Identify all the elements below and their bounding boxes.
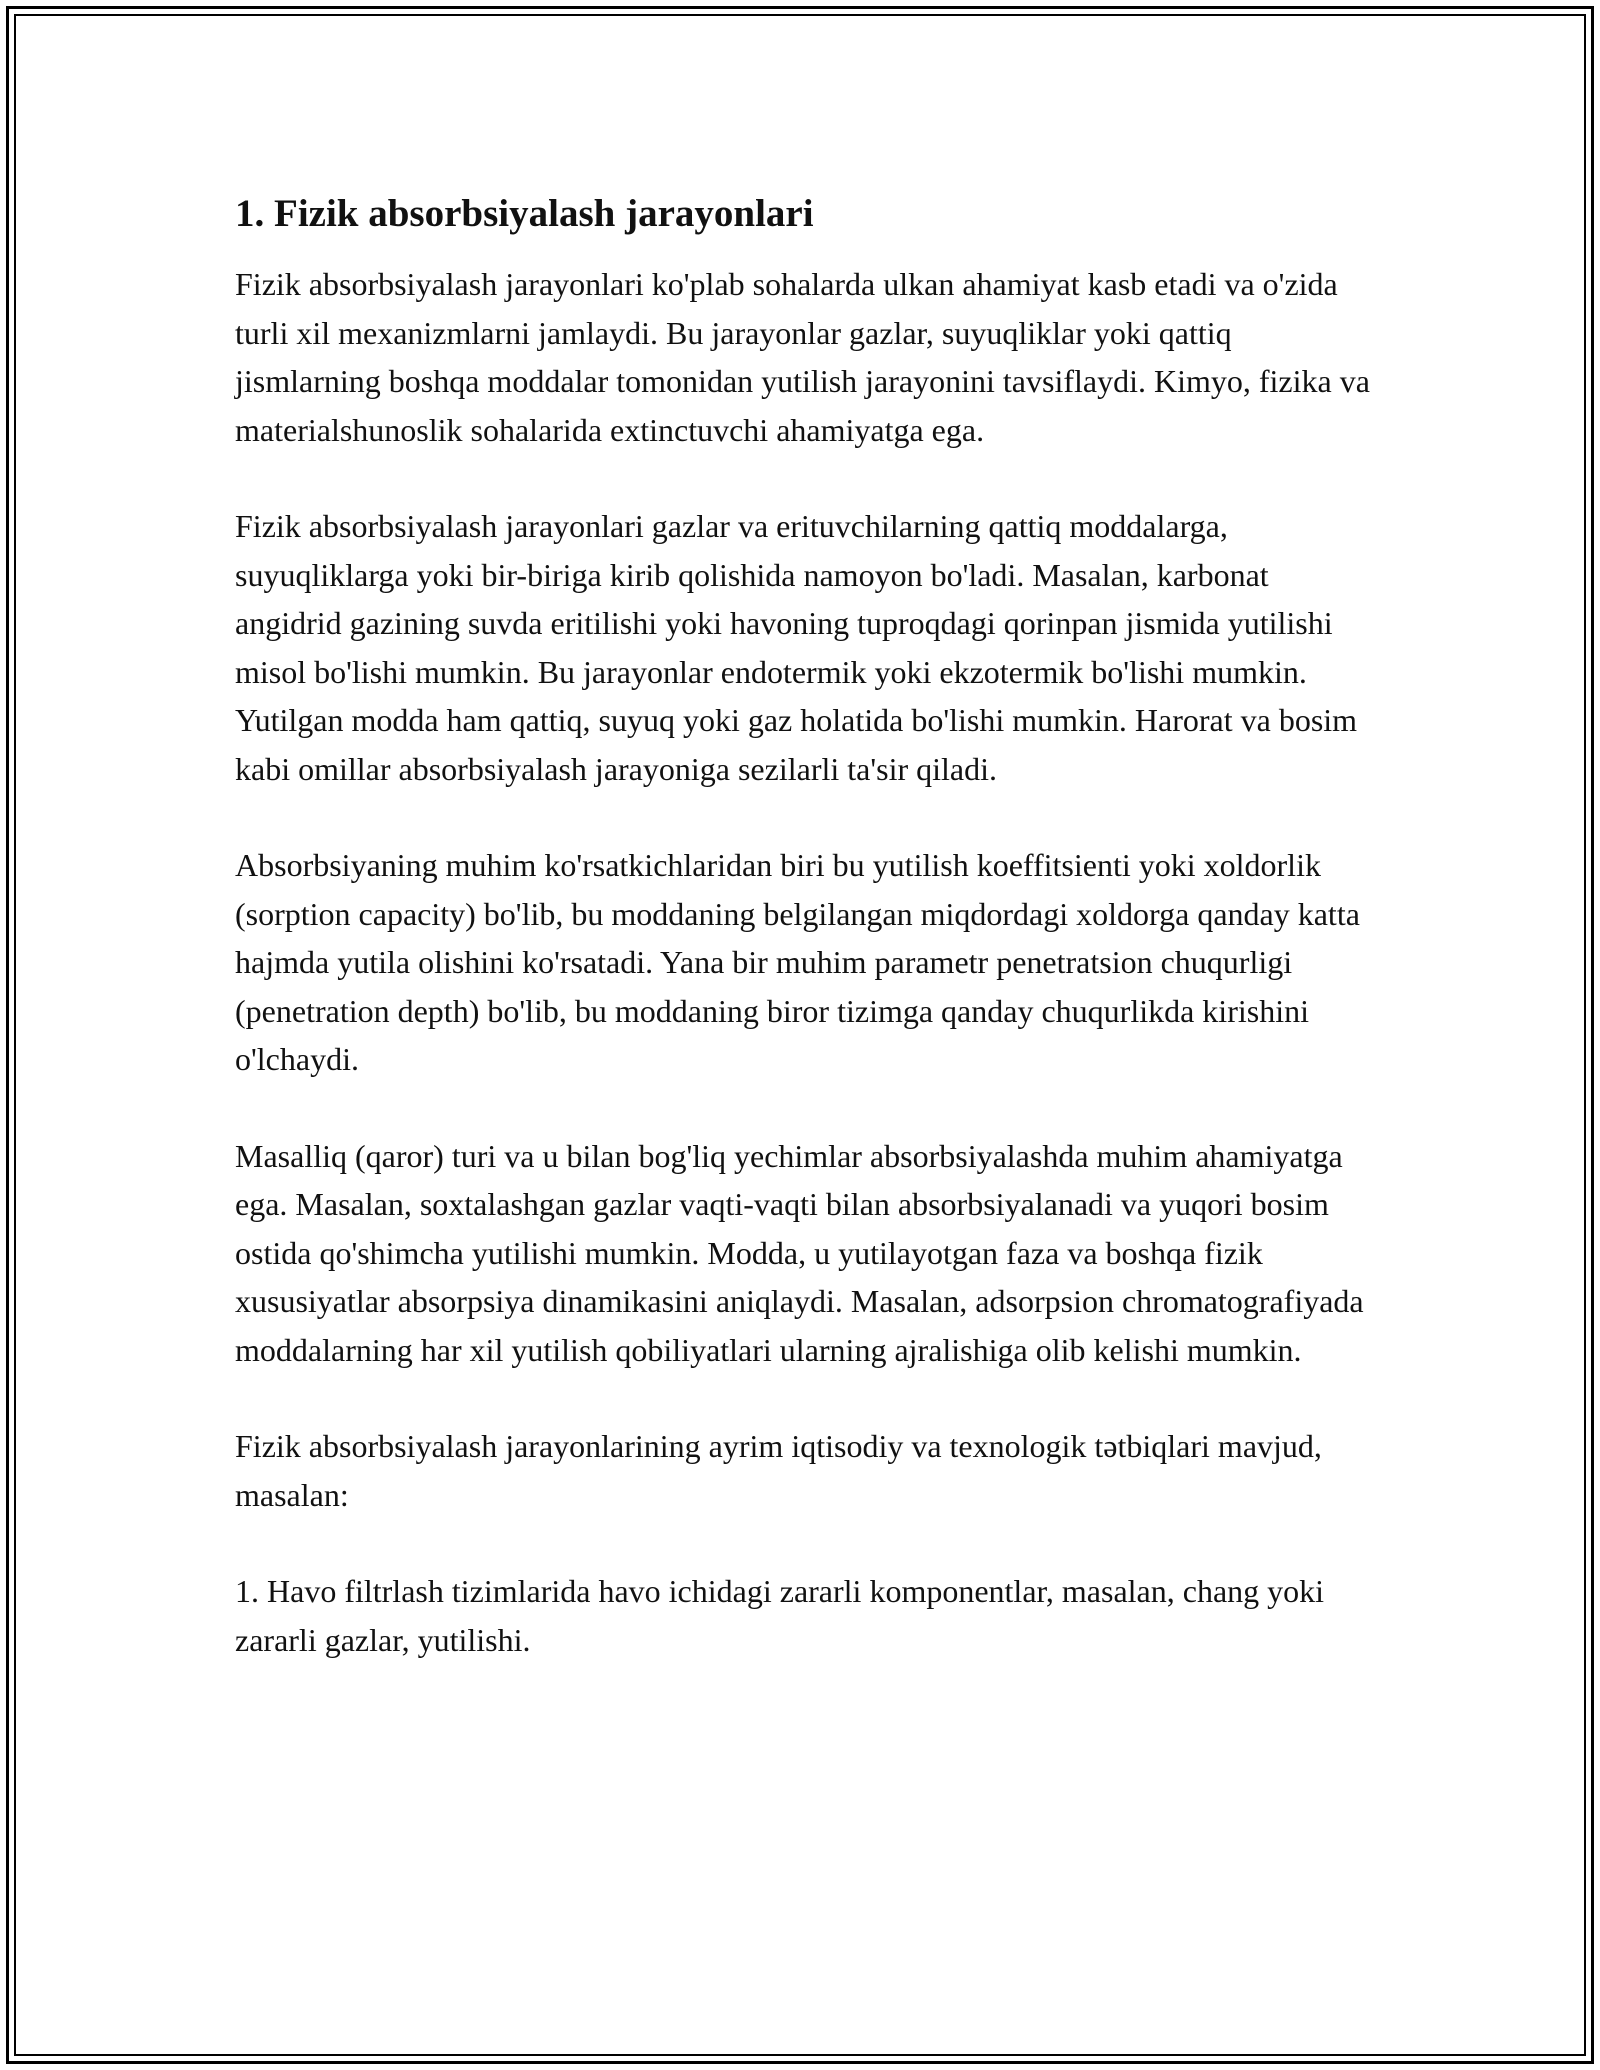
document-title: 1. Fizik absorbsiyalash jarayonlari bbox=[235, 192, 814, 235]
paragraph-4: Masalliq (qaror) turi va u bilan bog'liq yechimlar absorbsiyalashda muhim ahamiyatga ega. Masalan, soxtalashgan gazlar vaqti-vaqti bilan absorbsiyalanadi va yuqori bosim ostida qo'shimcha yutilishi mumkin. Modda, u yutilayotgan faza va boshqa fizik xususiyatlar absorpsiya dinamikasini aniqlaydi. Masalan, adsorpsion chromatografiyada moddalarning har xil yutilish qobiliyatlari ularning ajralishiga olib kelishi mumkin. bbox=[235, 1137, 1364, 1368]
list-item-1: 1. Havo filtrlash tizimlarida havo ichidagi zararli komponentlar, masalan, chang yoki zararli gazlar, yutilishi. bbox=[235, 1573, 1325, 1658]
paragraph-2: Fizik absorbsiyalash jarayonlari gazlar va erituvchilarning qattiq moddalarga, suyuqliklarga yoki bir-biriga kirib qolishida namoyon bo'ladi. Masalan, karbonat angidrid gazining suvda eritilishi yoki havoning tuproqdagi qorinpan jismida yutilishi misol bo'lishi mumkin. Bu jarayonlar endotermik yoki ekzotermik bo'lishi mumkin. Yutilgan modda ham qattiq, suyuq yoki gaz holatida bo'lishi mumkin. Harorat va bosim kabi omillar absorbsiyalash jarayoniga sezilarli ta'sir qiladi. bbox=[235, 508, 1358, 787]
paragraph-1: Fizik absorbsiyalash jarayonlari ko'plab sohalarda ulkan ahamiyat kasb etadi va o'zida turli xil mexanizmlarni jamlaydi. Bu jarayonlar gazlar, suyuqliklar yoki qattiq jismlarning boshqa moddalar tomonidan yutilish jarayonini tavsiflaydi. Kimyo, fizika va materialshunoslik sohalarida extinctuvchi ahamiyatga ega. bbox=[235, 266, 1370, 448]
paragraph-3: Absorbsiyaning muhim ko'rsatkichlaridan biri bu yutilish koeffitsienti yoki xoldorlik (sorption capacity) bo'lib, bu moddaning belgilangan miqdordagi xoldorga qanday katta hajmda yutila olishini ko'rsatadi. Yana bir muhim parametr penetratsion chuqurligi (penetration depth) bo'lib, bu moddaning biror tizimga qanday chuqurlikda kirishini o'lchaydi. bbox=[235, 847, 1360, 1077]
document-body bbox=[235, 190, 1375, 1664]
paragraph-5: Fizik absorbsiyalash jarayonlarining ayrim iqtisodiy va texnologik tətbiqlari mavjud, masalan: bbox=[235, 1428, 1322, 1513]
